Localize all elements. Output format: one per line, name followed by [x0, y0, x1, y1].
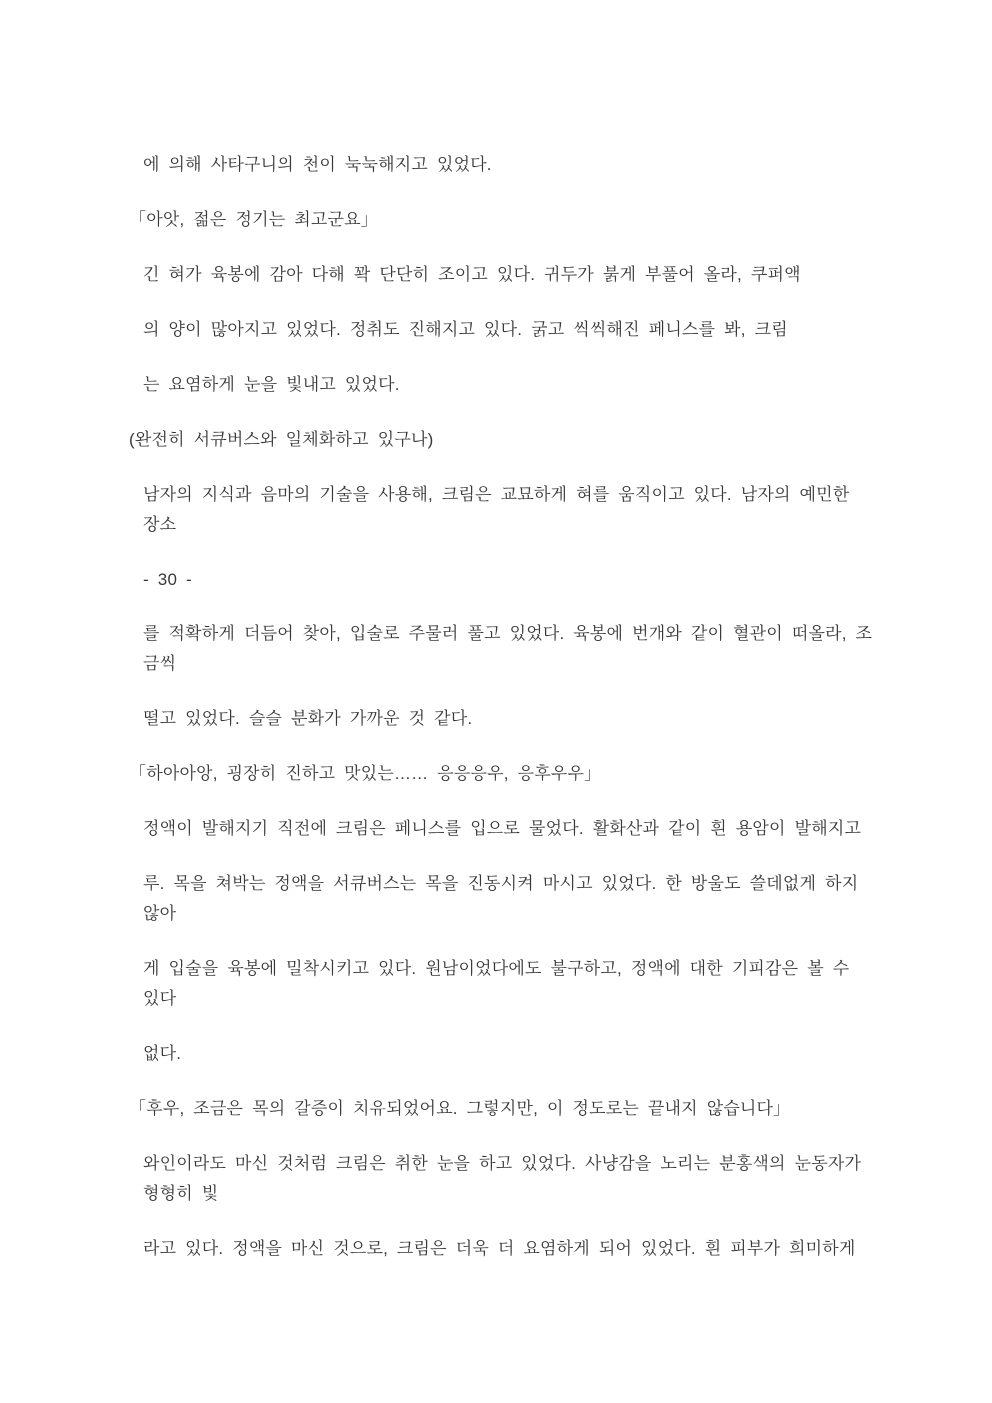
- paragraph: [129, 205, 912, 235]
- paragraph: [143, 1234, 912, 1264]
- text-line: 루. 목을 쳐박는 정액을 서큐버스는 목을 진동시켜 마시고 있었다. 한 방울도 쓸데없게 하지: [143, 874, 859, 893]
- text-line: 정액이 발해지기 직전에 크림은 페니스를 입으로 물었다. 활화산과 같이 흰 용암이 발해지고: [143, 819, 862, 838]
- text-line: 라고 있다. 정액을 마신 것으로, 크림은 더욱 더 요염하게 되어 있었다. 흰 피부가 희미하게: [143, 1239, 856, 1258]
- text-line: 떨고 있었다. 슬슬 분화가 가까운 것 같다.: [143, 709, 473, 728]
- paragraph: [129, 1094, 912, 1124]
- text-line: 긴 혀가 육봉에 감아 다해 꽉 단단히 조이고 있다. 귀두가 붉게 부풀어 올라, 쿠퍼액: [143, 265, 801, 284]
- text-line: 남자의 지식과 음마의 기술을 사용해, 크림은 교묘하게 혀를 움직이고 있다. 남자의 예민한: [143, 485, 850, 504]
- text-line: 있다: [143, 989, 177, 1008]
- text-line: 금씩: [143, 654, 177, 673]
- text-line: 장소: [143, 515, 177, 534]
- text-line: 게 입술을 육봉에 밀착시키고 있다. 원남이었다에도 불구하고, 정액에 대한 기피감은 볼 수: [143, 959, 850, 978]
- text-line: 「하아아앙, 굉장히 진하고 맛있는…… 응응응우, 응후우우」: [129, 764, 602, 783]
- page-number: [143, 565, 912, 595]
- paragraph: [143, 370, 912, 400]
- paragraph: [143, 150, 912, 180]
- paragraph: [143, 619, 912, 679]
- text-line: 와인이라도 마신 것처럼 크림은 취한 눈을 하고 있었다. 사냥감을 노리는 분홍색의 눈동자가: [143, 1154, 862, 1173]
- text-line: 형형히 빛: [143, 1184, 219, 1203]
- paragraph: [143, 1149, 912, 1209]
- text-line: 에 의해 사타구니의 천이 눅눅해지고 있었다.: [143, 155, 492, 174]
- text-line: 「후우, 조금은 목의 갈증이 치유되었어요. 그렇지만, 이 정도로는 끝내지 않습니다」: [129, 1099, 791, 1118]
- text-line: 의 양이 많아지고 있었다. 정취도 진해지고 있다. 굵고 씩씩해진 페니스를 봐, 크림: [143, 320, 788, 339]
- text-line: 「아앗, 젊은 정기는 최고군요」: [129, 210, 378, 229]
- paragraph: [143, 704, 912, 734]
- text-line: 를 적확하게 더듬어 찾아, 입술로 주물러 풀고 있었다. 육봉에 번개와 같이 혈관이 떠올라, 조: [143, 624, 873, 643]
- paragraph: [143, 1039, 912, 1069]
- text-line: 는 요염하게 눈을 빛내고 있었다.: [143, 375, 400, 394]
- text-line: (완전히 서큐버스와 일체화하고 있구나): [129, 430, 434, 449]
- paragraph: [143, 260, 912, 290]
- paragraph: [143, 315, 912, 345]
- paragraph: [129, 759, 912, 789]
- text-line: 없다.: [143, 1044, 182, 1063]
- paragraph: [143, 869, 912, 929]
- text-line: 않아: [143, 904, 177, 923]
- paragraph: [143, 814, 912, 844]
- paragraph: [143, 480, 912, 540]
- paragraph: [129, 425, 912, 455]
- paragraph: [143, 954, 912, 1014]
- text-line: - 30 -: [143, 570, 192, 589]
